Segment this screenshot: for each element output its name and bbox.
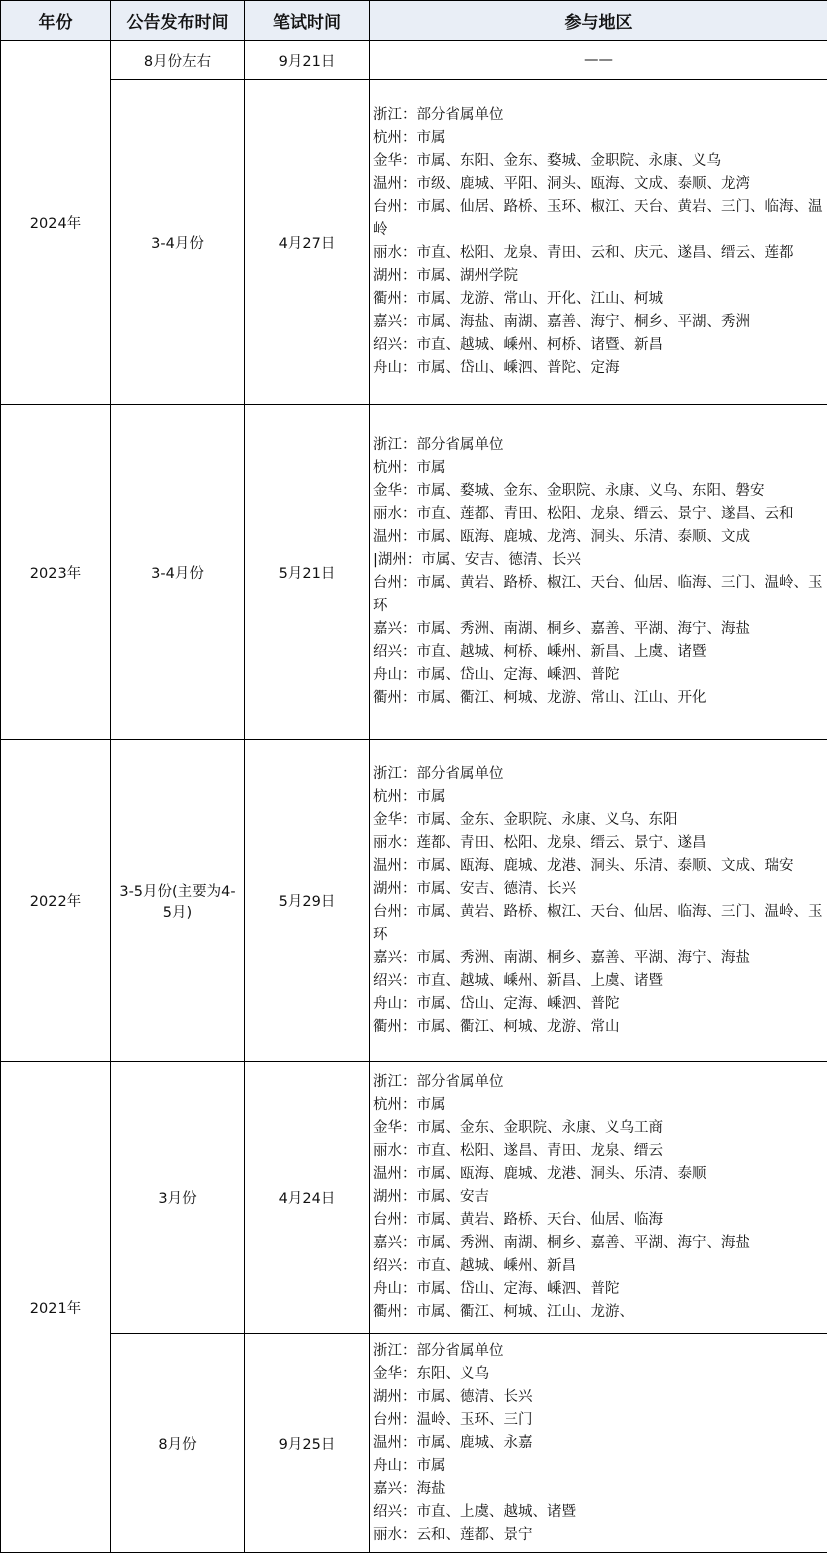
- region-line: 浙江：部分省属单位: [373, 437, 504, 453]
- region-line: |湖州：市属、安吉、德清、长兴: [373, 552, 581, 568]
- exam-cell: 4月27日: [245, 80, 370, 405]
- region-line: 温州：市属、瓯海、鹿城、龙港、洞头、乐清、泰顺、文成、瑞安: [373, 857, 794, 874]
- announce-cell: 3-4月份: [111, 405, 245, 740]
- region-line: 温州：市属、瓯海、鹿城、龙港、洞头、乐清、泰顺: [373, 1166, 707, 1182]
- region-line: 丽水：云和、莲都、景宁: [373, 1526, 533, 1543]
- table-row: [1, 740, 827, 1062]
- region-line: 台州：市属、仙居、路桥、玉环、椒江、天台、黄岩、三门、临海、温岭: [373, 199, 823, 238]
- region-line: 台州：市属、黄岩、路桥、椒江、天台、仙居、临海、三门、温岭、玉环: [373, 575, 823, 614]
- regions-cell: [370, 1334, 827, 1553]
- table-row: [1, 1334, 827, 1553]
- region-line: 金华：市属、婺城、金东、金职院、永康、义乌、东阳、磐安: [373, 483, 765, 499]
- exam-cell: 5月21日: [245, 405, 370, 740]
- header-exam: 笔试时间: [245, 1, 370, 41]
- region-line: 杭州：市属: [373, 130, 446, 146]
- region-line: 温州：市级、鹿城、平阳、洞头、瓯海、文成、泰顺、龙湾: [373, 176, 750, 192]
- region-line: 金华：市属、金东、金职院、永康、义乌、东阳: [373, 811, 678, 828]
- announce-cell: 8月份: [111, 1334, 245, 1553]
- exam-cell: 5月29日: [245, 740, 370, 1062]
- region-line: 杭州：市属: [373, 788, 446, 805]
- regions-cell: [370, 740, 827, 1062]
- region-line: 绍兴：市直、越城、嵊州、新昌: [373, 1258, 576, 1274]
- region-line: 舟山：市属、岱山、定海、嵊泗、普陀: [373, 1281, 620, 1297]
- region-line: 温州：市属、鹿城、永嘉: [373, 1434, 533, 1451]
- announce-cell: 3月份: [111, 1062, 245, 1334]
- region-line: 嘉兴：市属、秀洲、南湖、桐乡、嘉善、平湖、海宁、海盐: [373, 1235, 750, 1251]
- region-line: 杭州：市属: [373, 460, 446, 476]
- region-line: 绍兴：市直、越城、嵊州、新昌、上虞、诸暨: [373, 972, 663, 989]
- exam-cell: 9月21日: [245, 41, 370, 80]
- region-line: 丽水：市直、莲都、青田、松阳、龙泉、缙云、景宁、遂昌、云和: [373, 506, 794, 522]
- table-row: [1, 405, 827, 740]
- announce-cell: 3-5月份(主要为4-5月): [111, 740, 245, 1062]
- region-line: 湖州：市属、德清、长兴: [373, 1388, 533, 1405]
- header-announce: 公告发布时间: [111, 1, 245, 41]
- announce-cell: 3-4月份: [111, 80, 245, 405]
- region-line: 湖州：市属、湖州学院: [373, 268, 518, 284]
- region-line: 衢州：市属、衢江、柯城、龙游、常山、江山、开化: [373, 690, 707, 706]
- region-line: 金华：东阳、义乌: [373, 1365, 489, 1382]
- year-cell: 2023年: [1, 405, 111, 740]
- region-line: 嘉兴：市属、秀洲、南湖、桐乡、嘉善、平湖、海宁、海盐: [373, 621, 750, 637]
- region-line: 台州：温岭、玉环、三门: [373, 1411, 533, 1428]
- table-row: [1, 1062, 827, 1334]
- table-row: [1, 80, 827, 405]
- regions-cell: [370, 80, 827, 405]
- region-line: 台州：市属、黄岩、路桥、天台、仙居、临海: [373, 1212, 663, 1228]
- region-line: 金华：市属、金东、金职院、永康、义乌工商: [373, 1120, 663, 1136]
- region-line: 浙江：部分省属单位: [373, 1342, 504, 1359]
- year-cell: 2022年: [1, 740, 111, 1062]
- region-line: 嘉兴：市属、海盐、南湖、嘉善、海宁、桐乡、平湖、秀洲: [373, 314, 750, 330]
- region-line: 丽水：市直、松阳、遂昌、青田、龙泉、缙云: [373, 1143, 663, 1159]
- region-line: 舟山：市属、岱山、定海、嵊泗、普陀: [373, 667, 620, 683]
- regions-cell: [370, 1062, 827, 1334]
- region-line: 台州：市属、黄岩、路桥、椒江、天台、仙居、临海、三门、温岭、玉环: [373, 903, 823, 943]
- region-line: 湖州：市属、安吉: [373, 1189, 489, 1205]
- exam-cell: 9月25日: [245, 1334, 370, 1553]
- exam-cell: 4月24日: [245, 1062, 370, 1334]
- region-line: 浙江：部分省属单位: [373, 107, 504, 123]
- regions-cell: [370, 41, 827, 80]
- region-line: 嘉兴：市属、秀洲、南湖、桐乡、嘉善、平湖、海宁、海盐: [373, 949, 750, 966]
- region-line: 衢州：市属、衢江、柯城、江山、龙游、: [373, 1304, 634, 1320]
- region-line: 绍兴：市直、越城、柯桥、嵊州、新昌、上虞、诸暨: [373, 644, 707, 660]
- region-line: 舟山：市属: [373, 1457, 446, 1474]
- region-line: 舟山：市属、岱山、嵊泗、普陀、定海: [373, 360, 620, 376]
- region-line: 衢州：市属、龙游、常山、开化、江山、柯城: [373, 291, 663, 307]
- header-row: [1, 1, 827, 41]
- year-cell: 2024年: [1, 41, 111, 405]
- region-line: 绍兴：市直、上虞、越城、诸暨: [373, 1503, 576, 1520]
- region-line: 嘉兴：海盐: [373, 1480, 446, 1497]
- announce-cell: 8月份左右: [111, 41, 245, 80]
- table-row: [1, 41, 827, 80]
- header-regions: 参与地区: [370, 1, 827, 41]
- header-year: 年份: [1, 1, 111, 41]
- year-cell: 2021年: [1, 1062, 111, 1553]
- region-line: 衢州：市属、衢江、柯城、龙游、常山: [373, 1018, 620, 1035]
- region-line: 温州：市属、瓯海、鹿城、龙湾、洞头、乐清、泰顺、文成: [373, 529, 750, 545]
- region-line: 丽水：莲都、青田、松阳、龙泉、缙云、景宁、遂昌: [373, 834, 707, 851]
- region-line: 浙江：部分省属单位: [373, 1074, 504, 1090]
- region-line: 金华：市属、东阳、金东、婺城、金职院、永康、义乌: [373, 153, 721, 169]
- region-line: ——: [584, 52, 613, 68]
- region-line: 湖州：市属、安吉、德清、长兴: [373, 880, 576, 897]
- region-line: 丽水：市直、松阳、龙泉、青田、云和、庆元、遂昌、缙云、莲都: [373, 245, 794, 261]
- region-line: 舟山：市属、岱山、定海、嵊泗、普陀: [373, 995, 620, 1012]
- regions-cell: [370, 405, 827, 740]
- region-line: 浙江：部分省属单位: [373, 765, 504, 782]
- region-line: 杭州：市属: [373, 1097, 446, 1113]
- region-line: 绍兴：市直、越城、嵊州、柯桥、诸暨、新昌: [373, 337, 663, 353]
